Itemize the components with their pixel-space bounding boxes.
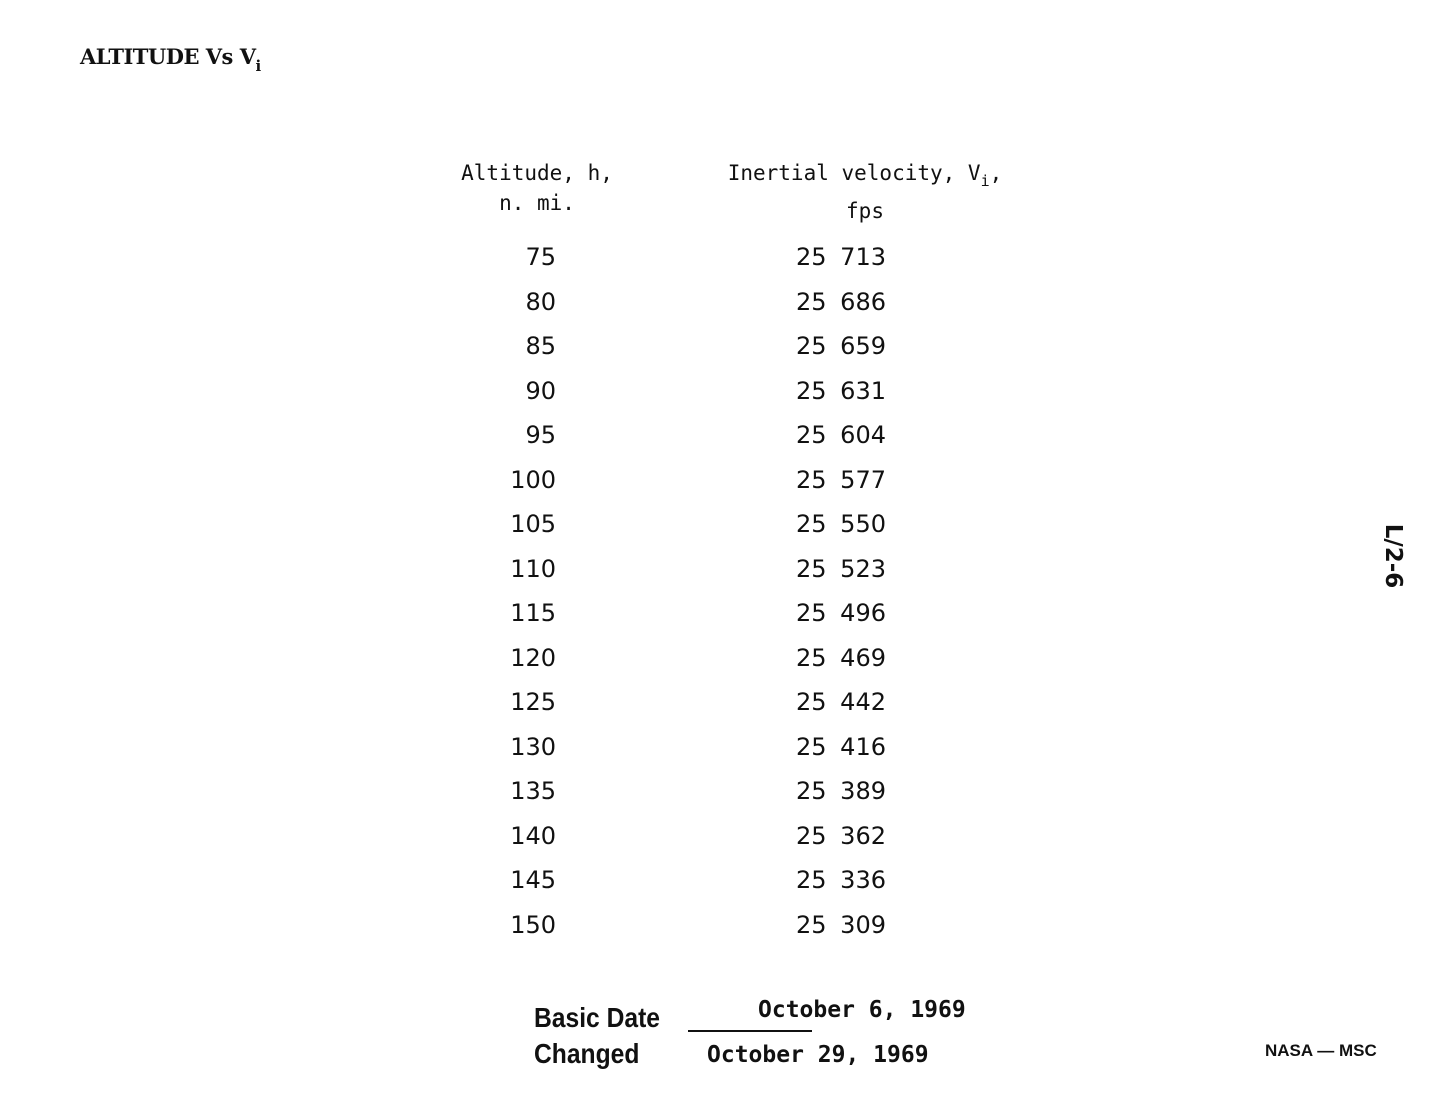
- table-row: [0, 639, 1447, 684]
- table-row: [0, 327, 1447, 372]
- table-row: [0, 772, 1447, 817]
- altitude-cell: 150: [510, 910, 556, 939]
- altitude-cell: 140: [510, 821, 556, 850]
- page-title: [80, 44, 261, 75]
- basic-date-label: Basic Date: [534, 1002, 661, 1033]
- altitude-cell: 85: [525, 332, 556, 360]
- basic-date-value: October 6, 1969: [758, 997, 966, 1023]
- altitude-cell: 90: [525, 376, 556, 405]
- altitude-column-header: [432, 158, 642, 218]
- altitude-cell: 145: [510, 866, 556, 894]
- velocity-cell: 25 336: [796, 866, 886, 894]
- table-row: [0, 906, 1447, 951]
- velocity-header-line1: [690, 158, 1040, 196]
- altitude-cell: 100: [510, 465, 556, 494]
- table-row: [0, 238, 1447, 283]
- velocity-column-header: [690, 158, 1040, 226]
- basic-date-underline: [688, 1030, 812, 1032]
- velocity-cell: 25 659: [796, 332, 886, 360]
- altitude-cell: 120: [510, 643, 556, 672]
- page-number: L/2-6: [1380, 523, 1406, 589]
- altitude-cell: 95: [525, 421, 556, 449]
- velocity-cell: 25 604: [796, 421, 886, 449]
- velocity-header-comma: ,: [989, 161, 1003, 185]
- page-title-subscript: i: [255, 57, 261, 75]
- velocity-header-subscript: i: [980, 172, 990, 190]
- table-row: [0, 728, 1447, 773]
- changed-date-value: October 29, 1969: [707, 1042, 929, 1068]
- velocity-cell: 25 523: [796, 554, 886, 583]
- velocity-cell: 25 469: [796, 643, 886, 672]
- velocity-cell: 25 496: [796, 599, 886, 627]
- table-row: [0, 817, 1447, 862]
- velocity-cell: 25 713: [796, 243, 886, 271]
- altitude-cell: 110: [510, 554, 556, 583]
- altitude-cell: 130: [510, 732, 556, 761]
- altitude-cell: 105: [510, 510, 556, 538]
- velocity-header-unit: fps: [846, 199, 884, 223]
- altitude-header-line1: Altitude, h,: [461, 161, 613, 185]
- table-row: [0, 683, 1447, 728]
- velocity-cell: 25 442: [796, 688, 886, 716]
- altitude-cell: 80: [525, 287, 556, 316]
- table-row: [0, 861, 1447, 906]
- velocity-cell: 25 416: [796, 732, 886, 761]
- changed-date-label: Changed: [534, 1038, 640, 1069]
- velocity-cell: 25 686: [796, 287, 886, 316]
- table-row: [0, 550, 1447, 595]
- velocity-cell: 25 389: [796, 777, 886, 805]
- velocity-cell: 25 309: [796, 910, 886, 939]
- velocity-cell: 25 631: [796, 376, 886, 405]
- altitude-cell: 135: [510, 777, 556, 805]
- organization-mark: NASA — MSC: [1265, 1041, 1377, 1060]
- table-row: [0, 461, 1447, 506]
- velocity-header-text: Inertial velocity, V: [727, 161, 981, 185]
- velocity-cell: 25 550: [796, 510, 886, 538]
- altitude-cell: 75: [525, 243, 556, 271]
- table-row: [0, 283, 1447, 328]
- velocity-cell: 25 362: [796, 821, 886, 850]
- altitude-header-unit: n. mi.: [499, 191, 575, 215]
- table-row: [0, 416, 1447, 461]
- velocity-cell: 25 577: [796, 465, 886, 494]
- table-row: [0, 372, 1447, 417]
- table-row: [0, 505, 1447, 550]
- table-row: [0, 594, 1447, 639]
- data-table-body: [0, 238, 1447, 950]
- altitude-cell: 125: [510, 688, 556, 716]
- altitude-cell: 115: [510, 599, 556, 627]
- page-title-text: ALTITUDE Vs V: [80, 44, 256, 69]
